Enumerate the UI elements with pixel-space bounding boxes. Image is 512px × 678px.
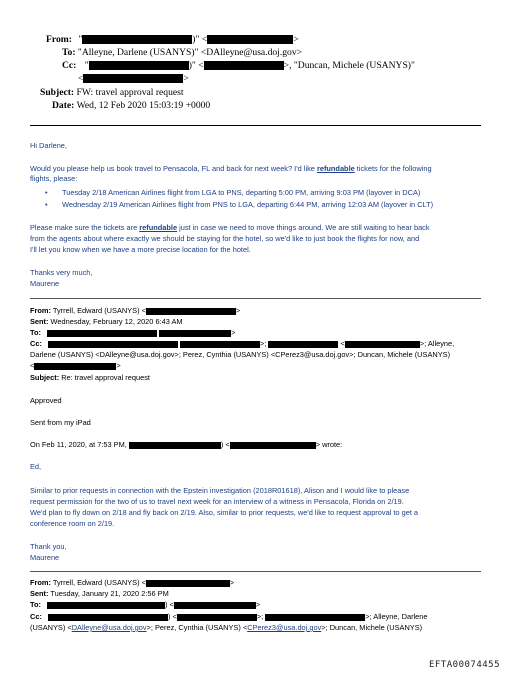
fwd1-cc-line2: Darlene (USANYS) <DAlleyne@usa.doj.gov>; Perez, Cynthia (USANYS) <CPerez3@usa.doj.gov>; Duncan, Michele (USANYS) bbox=[30, 350, 451, 359]
fwd1-cc-l3-start: < bbox=[30, 361, 35, 370]
header-from-line: From: " )" < > bbox=[46, 34, 299, 45]
message-paragraph2-line2: from the agents about where exactly we should be staying for the hotel, so we'd like to just book the flights for now, and bbox=[30, 234, 420, 243]
fwd2-sent-value: Tuesday, January 21, 2020 2:56 PM bbox=[50, 589, 169, 598]
message-paragraph1-line2: flights, please: bbox=[30, 174, 78, 183]
flight-item-2: • Wednesday 2/19 American Airlines flight from PNS to LGA, departing 6:44 PM, arriving 12:03 AM (layover in CLT) bbox=[62, 200, 433, 209]
quoted-line4: conference room on 2/19. bbox=[30, 519, 115, 528]
fwd1-from-value: Tyrrell, Edward (USANYS) < bbox=[52, 306, 146, 315]
redaction bbox=[89, 61, 189, 70]
fwd1-on-sep: ) < bbox=[220, 440, 230, 449]
fwd2-to-sep: ) < bbox=[165, 600, 174, 609]
message-signoff-line1: Thanks very much, bbox=[30, 268, 93, 277]
fwd1-sent-value: Wednesday, February 12, 2020 6:43 AM bbox=[50, 317, 183, 326]
message-p1-refundable: refundable bbox=[316, 164, 355, 173]
fwd2-cc-l2-text-a: (USANYS) < bbox=[30, 623, 72, 632]
redaction bbox=[47, 602, 165, 609]
quoted-line1: Similar to prior requests in connection with the Epstein investigation (2018R01618), Alison and I would like to please bbox=[30, 486, 410, 495]
header-cc-line2-start: < bbox=[78, 73, 84, 84]
quoted-signoff-line1: Thank you, bbox=[30, 542, 67, 551]
header-divider bbox=[30, 125, 481, 126]
redaction bbox=[265, 614, 365, 621]
header-subject-line bbox=[40, 87, 184, 98]
quoted-greeting: Ed, bbox=[30, 462, 42, 471]
fwd1-from-line bbox=[30, 306, 240, 315]
fwd1-on-line bbox=[30, 440, 342, 449]
redaction bbox=[207, 35, 293, 44]
fwd1-cc-sep2: < bbox=[338, 339, 345, 348]
header-to-label: To: bbox=[62, 47, 76, 58]
fwd1-body-approved: Approved bbox=[30, 396, 62, 405]
redaction bbox=[129, 442, 221, 449]
fwd1-sent-line bbox=[30, 317, 183, 326]
fwd2-cc-sep: ) < bbox=[167, 612, 177, 621]
header-cc-line2 bbox=[78, 73, 189, 84]
header-cc-line2-end: > bbox=[183, 73, 189, 84]
message-p2-text-b: just in case we need to move things around. We are still waiting to hear back bbox=[177, 223, 430, 232]
fwd1-cc-line1 bbox=[30, 339, 454, 348]
redaction bbox=[345, 341, 420, 348]
fwd2-sent-label: Sent: bbox=[30, 589, 49, 598]
redaction bbox=[174, 602, 256, 609]
redaction bbox=[82, 35, 192, 44]
redaction bbox=[83, 74, 183, 83]
message-paragraph1-line1 bbox=[30, 164, 432, 173]
fwd2-to-label: To: bbox=[30, 600, 41, 609]
redaction bbox=[177, 614, 257, 621]
fwd1-to-label: To: bbox=[30, 328, 41, 337]
header-from-label: From: bbox=[46, 34, 72, 45]
fwd2-from-label: From: bbox=[30, 578, 51, 587]
fwd2-from-end: > bbox=[229, 578, 235, 587]
message-signoff-name: Maurene bbox=[30, 279, 60, 288]
message-p1-text-a: Would you please help us book travel to Pensacola, FL and back for next week? I'd like bbox=[30, 164, 317, 173]
fwd1-cc-alleyne: >; Alleyne, bbox=[419, 339, 455, 348]
fwd1-sent-label: Sent: bbox=[30, 317, 49, 326]
fwd2-sent-line bbox=[30, 589, 169, 598]
header-subject-value: FW: travel approval request bbox=[76, 87, 184, 98]
redaction bbox=[159, 330, 231, 337]
fwd2-cc-sep2: >; bbox=[256, 612, 266, 621]
message-p2-refundable: refundable bbox=[139, 223, 178, 232]
fwd1-on-text: On Feb 11, 2020, at 7:53 PM, bbox=[30, 440, 129, 449]
quoted-line3: We'd plan to fly down on 2/18 and fly back on 2/19. Also, similar to prior requests, we'd like to request approval to get a bbox=[30, 508, 419, 517]
fwd2-from-value: Tyrrell, Edward (USANYS) < bbox=[52, 578, 146, 587]
message-greeting: Hi Darlene, bbox=[30, 141, 67, 150]
message-paragraph2-line1 bbox=[30, 223, 430, 232]
fwd1-on-wrote: > wrote: bbox=[315, 440, 343, 449]
fwd1-to-end: > bbox=[231, 328, 236, 337]
redaction bbox=[146, 308, 236, 315]
fwd1-body-sent-from: Sent from my iPad bbox=[30, 418, 91, 427]
header-date-value: Wed, 12 Feb 2020 15:03:19 +0000 bbox=[76, 100, 211, 111]
redaction bbox=[146, 580, 230, 587]
header-cc-label: Cc: bbox=[62, 60, 77, 71]
fwd1-to-line bbox=[30, 328, 235, 337]
redaction bbox=[34, 363, 116, 370]
header-to-value: "Alleyne, Darlene (USANYS)" <DAlleyne@usa.doj.gov> bbox=[77, 47, 303, 58]
message-p1-text-b: tickets for the following bbox=[354, 164, 432, 173]
quoted-line2: request permission for the two of us to travel next week for an interview of a witness in Pensacola, Florida on 2/19. bbox=[30, 497, 404, 506]
fwd1-cc-l3-end: > bbox=[116, 361, 121, 370]
header-cc-end: >, "Duncan, Michele (USANYS)" bbox=[283, 60, 415, 71]
fwd1-cc-label: Cc: bbox=[30, 339, 42, 348]
forward-divider-1 bbox=[30, 298, 481, 299]
message-paragraph2-line3: I'll let you know when we have a more precise location for the hotel. bbox=[30, 245, 251, 254]
fwd2-cc-line1 bbox=[30, 612, 428, 621]
fwd1-from-label: From: bbox=[30, 306, 51, 315]
redaction bbox=[268, 341, 338, 348]
header-from-end: > bbox=[293, 34, 299, 45]
fwd2-to-line bbox=[30, 600, 260, 609]
redaction bbox=[48, 341, 178, 348]
fwd1-cc-sep: >; bbox=[260, 339, 269, 348]
header-subject-label: Subject: bbox=[40, 87, 75, 98]
redaction bbox=[48, 614, 168, 621]
fwd2-cc-line2 bbox=[30, 623, 422, 632]
fwd1-from-end: > bbox=[235, 306, 241, 315]
flight-item-1: • Tuesday 2/18 American Airlines flight from LGA to PNS, departing 5:00 PM, arriving 9:03 PM (layover in DCA) bbox=[62, 188, 420, 197]
fwd2-cc-email-link-alleyne[interactable]: DAlleyne@usa.doj.gov bbox=[71, 623, 147, 632]
fwd1-subject-line bbox=[30, 373, 150, 382]
fwd1-subject-label: Subject: bbox=[30, 373, 60, 382]
quoted-signoff-name: Maurene bbox=[30, 553, 60, 562]
fwd2-cc-alleyne: >; Alleyne, Darlene bbox=[365, 612, 428, 621]
redaction bbox=[204, 61, 284, 70]
header-to-line bbox=[62, 47, 302, 58]
fwd2-cc-email-link-perez[interactable]: CPerez3@usa.doj.gov bbox=[247, 623, 322, 632]
fwd2-cc-l2-text-c: >; Duncan, Michele (USANYS) bbox=[321, 623, 423, 632]
redaction bbox=[180, 341, 260, 348]
header-from-mid: )" < bbox=[192, 34, 208, 45]
message-p2-text-a: Please make sure the tickets are bbox=[30, 223, 140, 232]
header-date-line bbox=[52, 100, 210, 111]
header-cc-mid: )" < bbox=[188, 60, 204, 71]
redaction bbox=[230, 442, 316, 449]
redaction bbox=[47, 330, 157, 337]
fwd2-to-end: > bbox=[255, 600, 261, 609]
fwd2-cc-l2-text-b: >; Perez, Cynthia (USANYS) < bbox=[146, 623, 248, 632]
header-date-label: Date: bbox=[52, 100, 75, 111]
header-cc-line: Cc: " )" < >, "Duncan, Michele (USANYS)" bbox=[62, 60, 415, 71]
fwd2-from-line bbox=[30, 578, 234, 587]
fwd1-subject-value: Re: travel approval request bbox=[61, 373, 150, 382]
fwd2-cc-label: Cc: bbox=[30, 612, 42, 621]
document-id: EFTA00074455 bbox=[429, 660, 501, 670]
forward-divider-2 bbox=[30, 571, 481, 572]
fwd1-cc-line3 bbox=[30, 361, 121, 370]
